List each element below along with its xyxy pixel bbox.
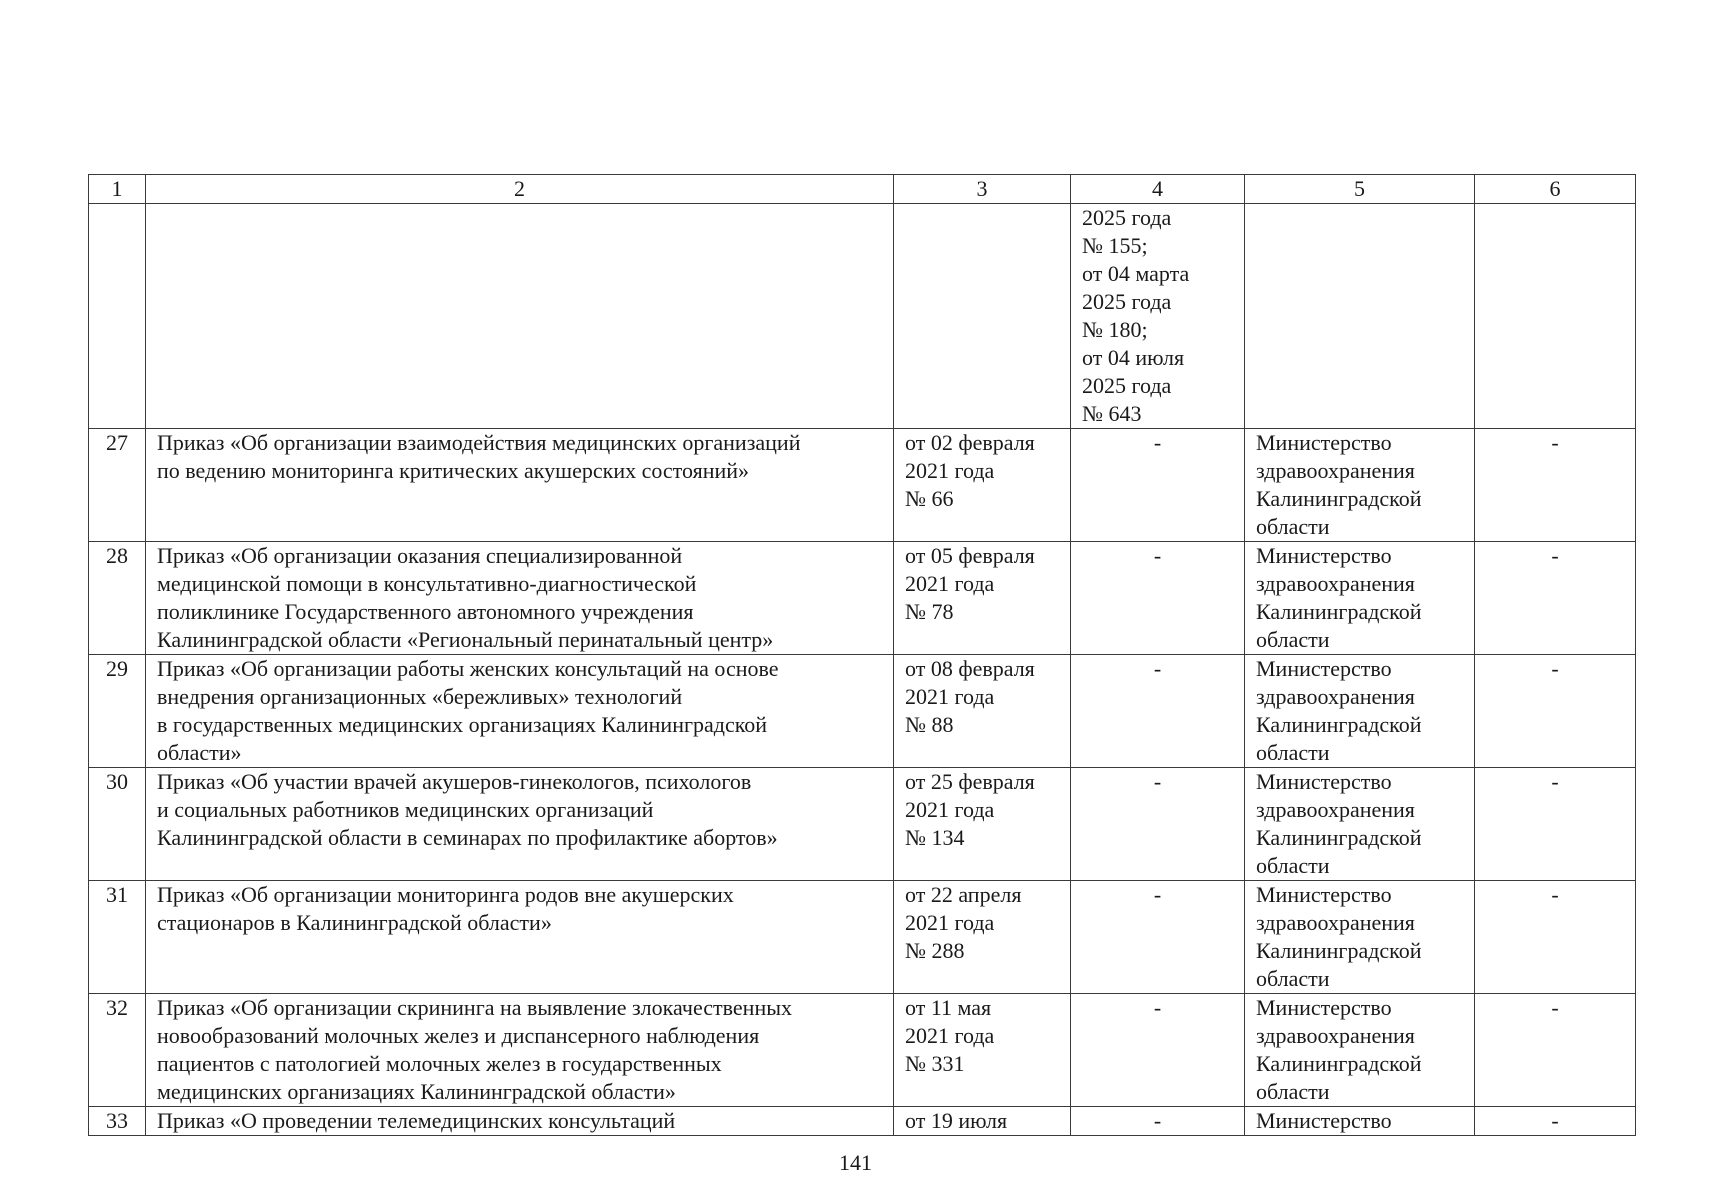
document-title-cell xyxy=(146,1107,894,1136)
cell-line: от 19 июля xyxy=(905,1108,1008,1133)
cell-line: области xyxy=(1256,1079,1330,1104)
cell-line: № 331 xyxy=(905,1051,965,1076)
cell-line: Приказ «Об организации работы женских консультаций на основе xyxy=(157,656,779,681)
cell-line: № 643 xyxy=(1082,401,1142,426)
cell-line: здравоохранения xyxy=(1256,571,1415,596)
cell-line: Министерство xyxy=(1256,656,1392,681)
note-cell: - xyxy=(1475,881,1636,994)
cell-line: стационаров в Калининградской области» xyxy=(157,910,552,935)
cell-line: Калининградской xyxy=(1256,712,1422,737)
cell-line: области xyxy=(1256,627,1330,652)
cell-line: области xyxy=(1256,853,1330,878)
cell-line: Приказ «Об организации скрининга на выявление злокачественных xyxy=(157,995,792,1020)
date-cell xyxy=(894,429,1071,542)
cell-line: от 08 февраля xyxy=(905,656,1035,681)
cell-line: 2021 года xyxy=(905,1023,995,1048)
column-header: 3 xyxy=(894,175,1071,204)
cell-line: 2021 года xyxy=(905,797,995,822)
authority-cell xyxy=(1245,994,1475,1107)
document-title-cell xyxy=(146,994,894,1107)
cell-line: № 155; xyxy=(1082,233,1148,258)
cell-line: № 66 xyxy=(905,486,954,511)
column-header: 5 xyxy=(1245,175,1475,204)
table-row xyxy=(89,1107,1636,1136)
cell-line: Калининградской xyxy=(1256,486,1422,511)
date-cell xyxy=(894,768,1071,881)
cell-line: здравоохранения xyxy=(1256,458,1415,483)
cell-line: от 05 февраля xyxy=(905,543,1035,568)
row-number: 29 xyxy=(89,655,146,768)
authority-cell xyxy=(1245,429,1475,542)
cell-line: Министерство xyxy=(1256,995,1392,1020)
row-number: 32 xyxy=(89,994,146,1107)
note-cell: - xyxy=(1475,994,1636,1107)
document-title-cell xyxy=(146,881,894,994)
cell-line: Калининградской xyxy=(1256,938,1422,963)
cell-line: 2021 года xyxy=(905,910,995,935)
cell-line: Министерство xyxy=(1256,769,1392,794)
date-cell xyxy=(894,655,1071,768)
cell-line: № 78 xyxy=(905,599,954,624)
cell-line: № 88 xyxy=(905,712,954,737)
cell-line: Приказ «Об организации мониторинга родов вне акушерских xyxy=(157,882,734,907)
cell-line: Калининградской области в семинарах по профилактике абортов» xyxy=(157,825,778,850)
cell-line: 2025 года xyxy=(1082,289,1172,314)
table-cell xyxy=(146,204,894,429)
cell-line: пациентов с патологией молочных желез в государственных xyxy=(157,1051,722,1076)
cell-line: Министерство xyxy=(1256,882,1392,907)
column-header: 2 xyxy=(146,175,894,204)
cell-line: медицинской помощи в консультативно-диагностической xyxy=(157,571,697,596)
cell-line: области xyxy=(1256,514,1330,539)
cell-line: внедрения организационных «бережливых» технологий xyxy=(157,684,683,709)
table-row xyxy=(89,542,1636,655)
table-cell xyxy=(1475,204,1636,429)
date-cell xyxy=(894,994,1071,1107)
note-cell: - xyxy=(1475,768,1636,881)
row-number: 33 xyxy=(89,1107,146,1136)
document-title-cell xyxy=(146,655,894,768)
cell-line: № 180; xyxy=(1082,317,1148,342)
cell-line: Калининградской xyxy=(1256,1051,1422,1076)
cell-line: № 134 xyxy=(905,825,965,850)
cell-line: области xyxy=(1256,966,1330,991)
row-number: 28 xyxy=(89,542,146,655)
note-cell: - xyxy=(1475,1107,1636,1136)
cell-line: Министерство xyxy=(1256,430,1392,455)
cell-line: здравоохранения xyxy=(1256,684,1415,709)
amendments-cell: - xyxy=(1071,542,1245,655)
table-cell xyxy=(89,204,146,429)
cell-line: Калининградской xyxy=(1256,599,1422,624)
note-cell: - xyxy=(1475,655,1636,768)
continuation-row xyxy=(89,204,1636,429)
amendments-cell: - xyxy=(1071,1107,1245,1136)
table-row xyxy=(89,655,1636,768)
cell-line: 2021 года xyxy=(905,684,995,709)
cell-line: в государственных медицинских организациях Калининградской xyxy=(157,712,768,737)
cell-line: 2025 года xyxy=(1082,373,1172,398)
amendments-cell: - xyxy=(1071,881,1245,994)
date-cell xyxy=(894,1107,1071,1136)
table-cell xyxy=(894,204,1071,429)
cell-line: от 04 июля xyxy=(1082,345,1185,370)
cell-line: от 22 апреля xyxy=(905,882,1022,907)
cell-line: новообразований молочных желез и диспансерного наблюдения xyxy=(157,1023,760,1048)
row-number: 27 xyxy=(89,429,146,542)
row-number: 30 xyxy=(89,768,146,881)
authority-cell xyxy=(1245,1107,1475,1136)
cell-line: здравоохранения xyxy=(1256,1023,1415,1048)
amendments-cell xyxy=(1071,204,1245,429)
document-title-cell xyxy=(146,429,894,542)
page-number: 141 xyxy=(839,1150,872,1175)
column-header: 1 xyxy=(89,175,146,204)
table-cell xyxy=(1245,204,1475,429)
cell-line: Калининградской xyxy=(1256,825,1422,850)
cell-line: Министерство xyxy=(1256,543,1392,568)
table-row xyxy=(89,768,1636,881)
note-cell: - xyxy=(1475,542,1636,655)
authority-cell xyxy=(1245,542,1475,655)
cell-line: Приказ «О проведении телемедицинских консультаций xyxy=(157,1108,676,1133)
cell-line: здравоохранения xyxy=(1256,910,1415,935)
document-title-cell xyxy=(146,768,894,881)
row-number: 31 xyxy=(89,881,146,994)
table-row xyxy=(89,429,1636,542)
cell-line: Приказ «Об участии врачей акушеров-гинекологов, психологов xyxy=(157,769,752,794)
amendments-cell: - xyxy=(1071,429,1245,542)
date-cell xyxy=(894,881,1071,994)
date-cell xyxy=(894,542,1071,655)
cell-line: от 04 марта xyxy=(1082,261,1190,286)
cell-line: 2025 года xyxy=(1082,205,1172,230)
note-cell: - xyxy=(1475,429,1636,542)
cell-line: 2021 года xyxy=(905,571,995,596)
column-number-header-row xyxy=(89,175,1636,204)
cell-line: по ведению мониторинга критических акушерских состояний» xyxy=(157,458,750,483)
authority-cell xyxy=(1245,881,1475,994)
column-header: 4 xyxy=(1071,175,1245,204)
cell-line: области xyxy=(1256,740,1330,765)
cell-line: здравоохранения xyxy=(1256,797,1415,822)
table-row xyxy=(89,881,1636,994)
cell-line: Приказ «Об организации оказания специализированной xyxy=(157,543,683,568)
column-header: 6 xyxy=(1475,175,1636,204)
cell-line: поликлинике Государственного автономного учреждения xyxy=(157,599,694,624)
cell-line: 2021 года xyxy=(905,458,995,483)
cell-line: от 02 февраля xyxy=(905,430,1035,455)
amendments-cell: - xyxy=(1071,655,1245,768)
amendments-cell: - xyxy=(1071,768,1245,881)
cell-line: области» xyxy=(157,740,242,765)
cell-line: Приказ «Об организации взаимодействия медицинских организаций xyxy=(157,430,801,455)
cell-line: медицинских организациях Калининградской области» xyxy=(157,1079,676,1104)
authority-cell xyxy=(1245,655,1475,768)
cell-line: от 11 мая xyxy=(905,995,992,1020)
document-title-cell xyxy=(146,542,894,655)
amendments-cell: - xyxy=(1071,994,1245,1107)
cell-line: № 288 xyxy=(905,938,965,963)
table-row xyxy=(89,994,1636,1107)
cell-line: Калининградской области «Региональный перинатальный центр» xyxy=(157,627,774,652)
cell-line: Министерство xyxy=(1256,1108,1392,1133)
registry-table xyxy=(88,174,1636,1136)
cell-line: и социальных работников медицинских организаций xyxy=(157,797,654,822)
cell-line: от 25 февраля xyxy=(905,769,1035,794)
authority-cell xyxy=(1245,768,1475,881)
